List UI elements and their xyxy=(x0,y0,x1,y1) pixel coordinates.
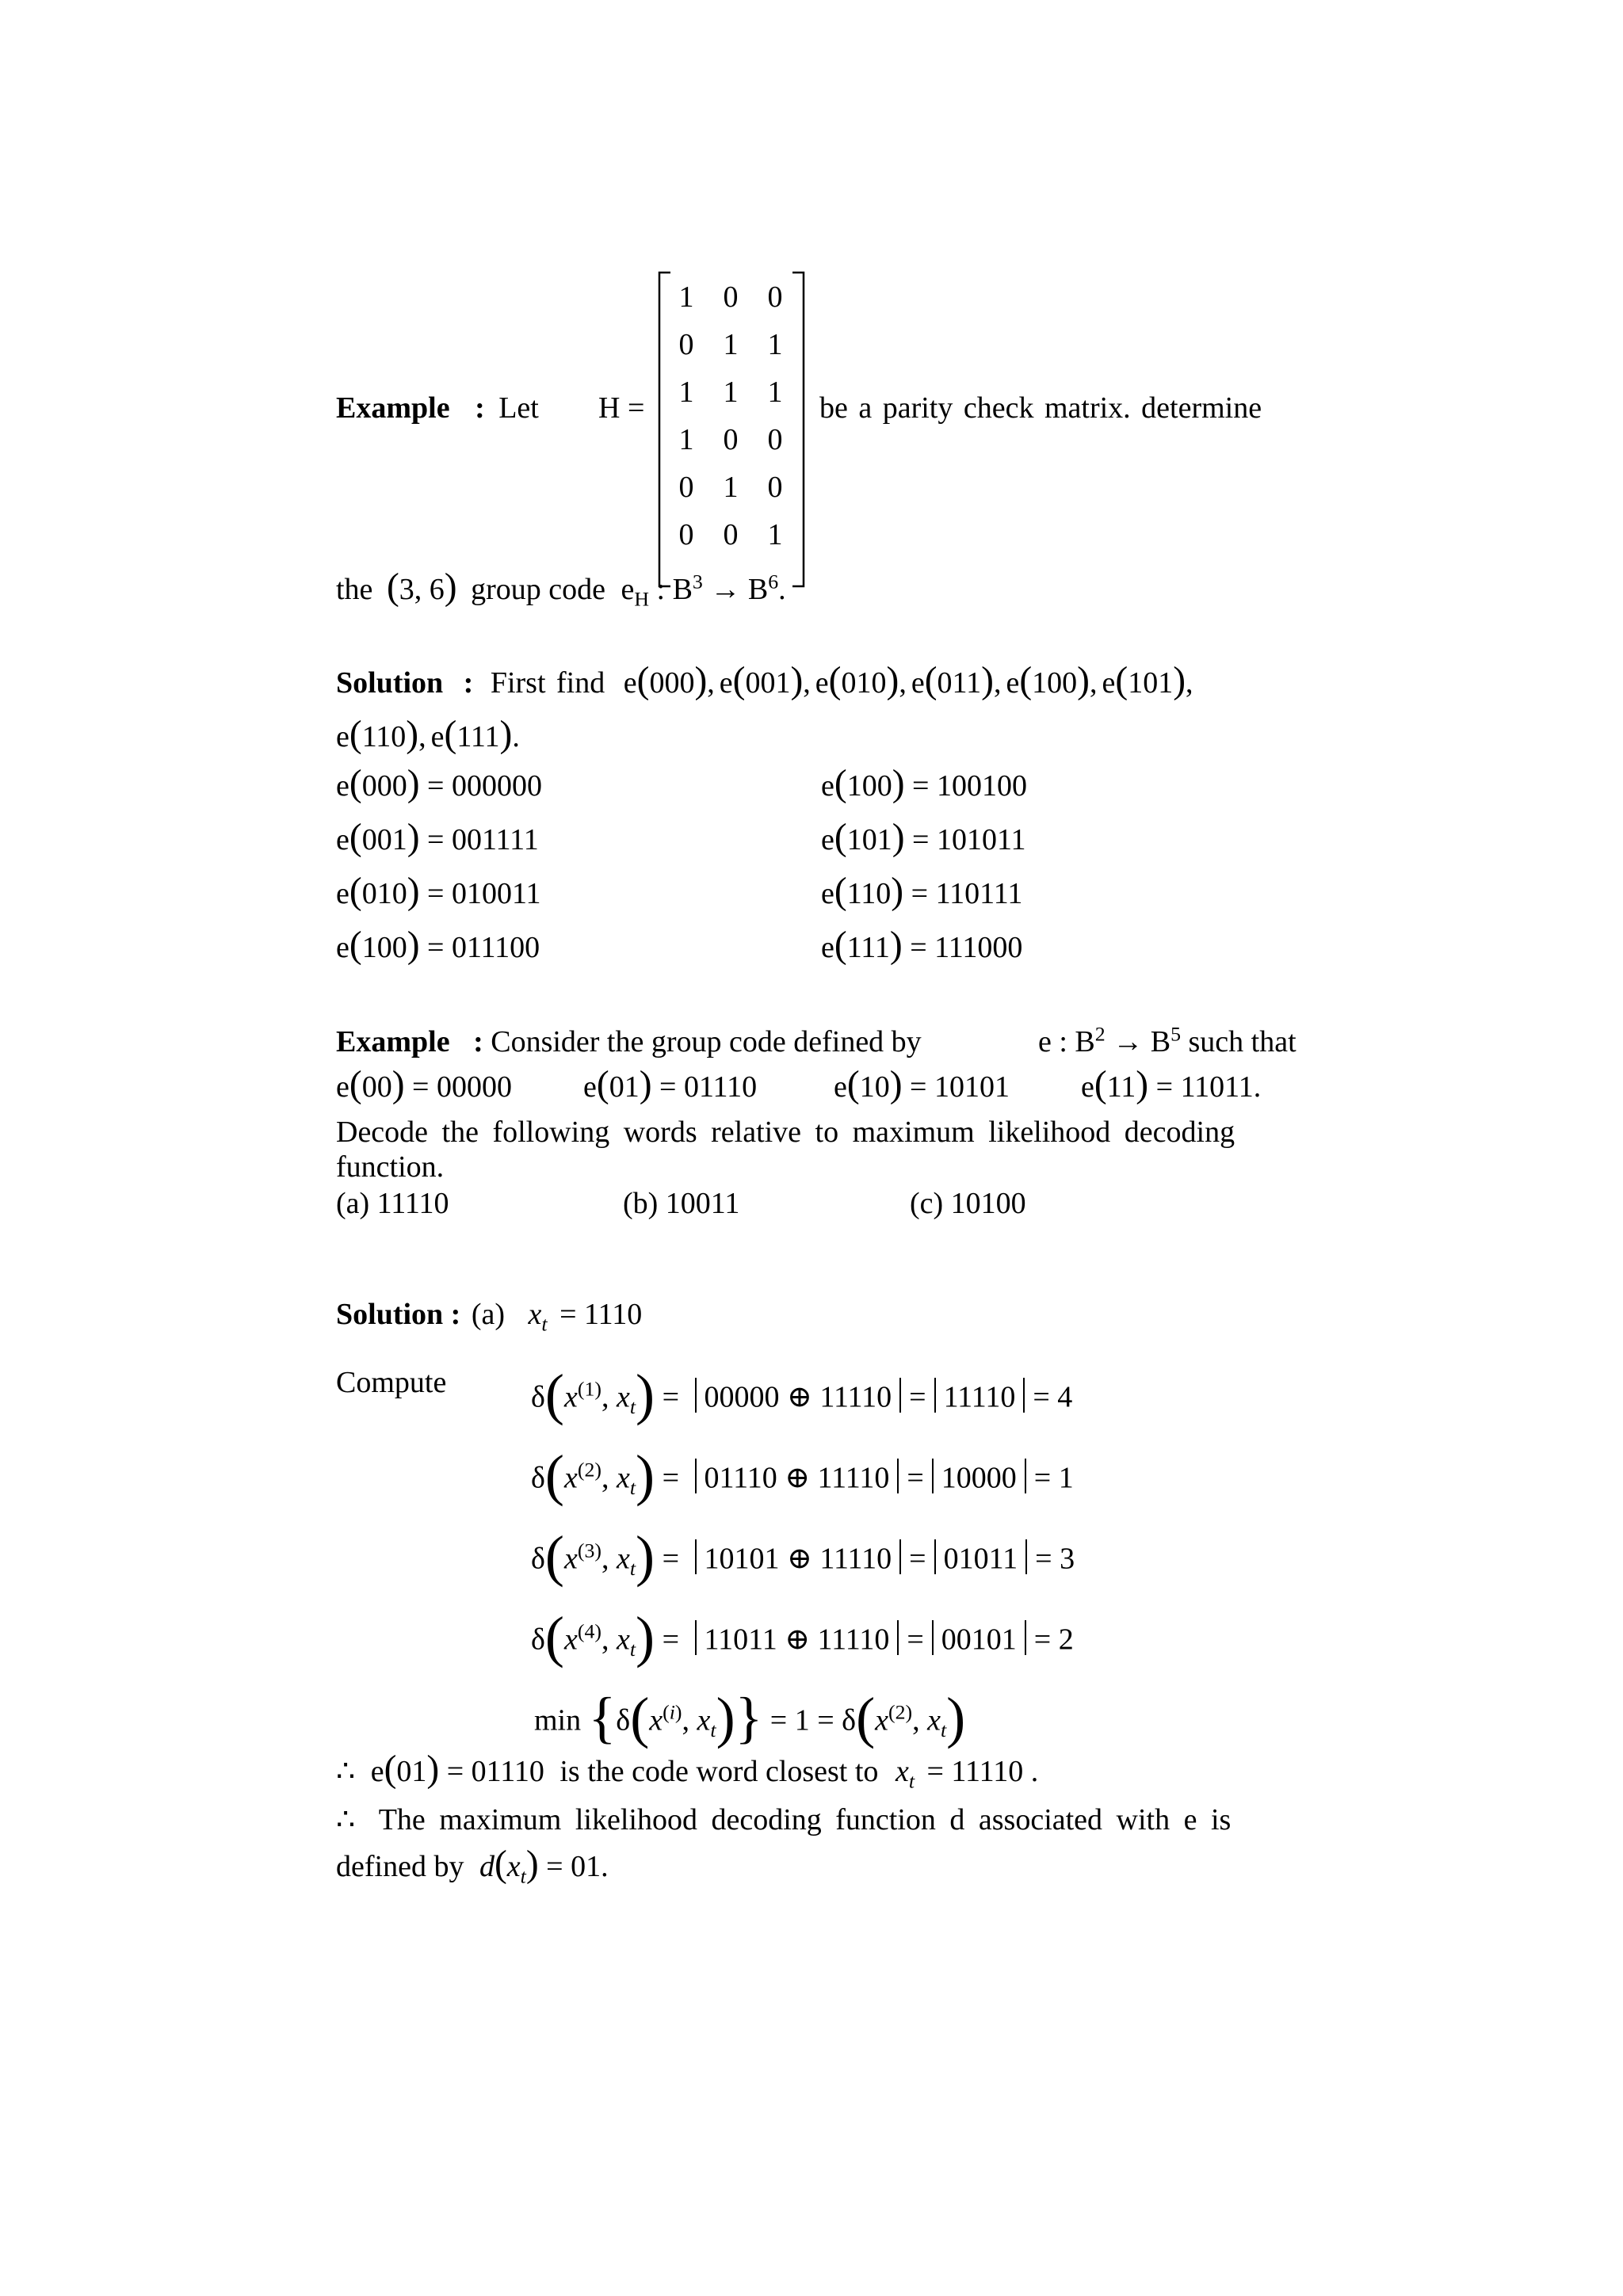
matrix-cell: 0 xyxy=(678,328,694,361)
intro-arg: 011 xyxy=(937,666,982,700)
min-line: $\min \{\delta(x^{(i)}$, $x_t)\} = 1 = \delta(x^{(2)}$, $x_t$) xyxy=(534,1686,966,1749)
therefore-line1: ∴ e(01) = 01110 is the code word closest to $x_t = 11110$ . xyxy=(336,1749,1039,1793)
map-end: . xyxy=(778,573,786,606)
codeword-value: 110111 xyxy=(935,877,1023,910)
distance-row: $\delta(x^{(1)}$, $x_t) = 00000$ ⊕ 11110 = 11110 = 4 xyxy=(531,1363,1073,1426)
codeword-row: e(110) = 110111 xyxy=(821,871,1023,912)
matrix-cell: 1 xyxy=(767,376,783,409)
min-word: min xyxy=(534,1703,582,1737)
row-distance: = 4 xyxy=(1033,1380,1073,1414)
intro-call: e(000), xyxy=(623,660,715,701)
map-sup: 2 xyxy=(1094,1022,1106,1046)
xt-value: = 1110 xyxy=(559,1298,643,1331)
code-arg: 01 xyxy=(609,1070,640,1104)
row-b: 11110 xyxy=(817,1623,890,1657)
matrix-cell: 1 xyxy=(723,376,739,409)
therefore-icon: ∴ xyxy=(336,1803,356,1836)
xt-symbol: $x_t$ xyxy=(528,1298,548,1336)
intro-call: e(110), xyxy=(336,714,426,755)
paren-close: ) xyxy=(444,566,457,608)
matrix-cell: 0 xyxy=(767,423,783,456)
codeword-value: 000000 xyxy=(451,769,542,803)
codeword-row: e(100) = 011100 xyxy=(336,925,540,966)
example1-line2 xyxy=(336,566,786,611)
distance-row: $\delta(x^{(2)}$, $x_t) = 01110$ ⊕ 11110 = 10000 = 1 xyxy=(531,1444,1074,1507)
row-a: 01110 xyxy=(704,1461,777,1495)
such-that: such that xyxy=(1188,1025,1296,1058)
map-sup: 6 xyxy=(768,570,779,593)
intro-call: e(100), xyxy=(1006,660,1098,701)
after-matrix-text: be a parity check matrix. determine xyxy=(819,391,1262,425)
option-b: (b) 10011 xyxy=(623,1187,740,1220)
min-equals: = 1 = xyxy=(769,1703,834,1737)
distance-row: $\delta(x^{(4)}$, $x_t) = 11011$ ⊕ 11110 = 00101 = 2 xyxy=(531,1605,1074,1669)
solution2-heading xyxy=(336,1298,643,1336)
paren-close: ) xyxy=(426,1749,440,1790)
solution1-line2 xyxy=(336,716,520,754)
codeword-value: 010011 xyxy=(451,877,541,910)
compute-label: Compute xyxy=(336,1366,447,1399)
therefore-arg: 01 xyxy=(396,1755,427,1788)
intro-call: e(001), xyxy=(719,660,811,701)
row-result: 11110 xyxy=(943,1380,1016,1414)
matrix-cell: 0 xyxy=(678,471,694,504)
therefore-line2 xyxy=(336,1805,1231,1835)
codeword-value: 100100 xyxy=(936,769,1027,803)
therefore-end: = 11110 . xyxy=(926,1755,1039,1788)
distance-row: $\delta(x^{(3)}$, $x_t) = 10101$ ⊕ 11110 = 01011 = 3 xyxy=(531,1524,1075,1588)
row-b: 11110 xyxy=(819,1542,892,1576)
codeword-row: e(000) = 000000 xyxy=(336,763,542,804)
paren-close: ) xyxy=(525,1844,539,1885)
map-e: e : B xyxy=(1038,1025,1095,1058)
paren-open: ( xyxy=(386,566,399,608)
row-a: 00000 xyxy=(704,1380,780,1414)
code-value: 01110 xyxy=(683,1070,758,1104)
decode-line2: function. xyxy=(336,1150,445,1184)
row-result: 00101 xyxy=(941,1623,1017,1657)
example2-code: e(11) = 11011. xyxy=(1081,1064,1262,1105)
min-index: (2) xyxy=(888,1700,913,1724)
map-arrow: → B xyxy=(702,573,769,606)
solution1-line1 xyxy=(336,662,1193,700)
row-distance: = 3 xyxy=(1035,1542,1075,1576)
codeword-arg: 110 xyxy=(846,877,892,910)
row-result: 01011 xyxy=(943,1542,1018,1576)
codeword-row: e(111) = 111000 xyxy=(821,925,1023,966)
part-label: (a) xyxy=(471,1298,506,1331)
therefore-text: The maximum likelihood decoding function d associated with e is xyxy=(378,1803,1232,1836)
let-word: Let xyxy=(498,391,539,425)
matrix-cell: 0 xyxy=(723,280,739,314)
defined-value: = 01. xyxy=(546,1850,609,1883)
group-code-text: group code xyxy=(471,573,605,606)
codeword-row: e(101) = 101011 xyxy=(821,817,1026,858)
codeword-row: e(001) = 001111 xyxy=(336,817,539,858)
brace-close: } xyxy=(735,1686,763,1749)
solution-label: Solution : xyxy=(336,1298,461,1331)
paren-open: ( xyxy=(384,1749,397,1790)
intro-call: e(101), xyxy=(1102,660,1193,701)
option-c: (c) 10100 xyxy=(910,1187,1026,1220)
map-sup: 3 xyxy=(692,570,703,593)
paren-close: ) xyxy=(716,1686,735,1749)
intro-call: e(010), xyxy=(815,660,907,701)
intro-list-continued xyxy=(336,714,520,755)
example-label: Example xyxy=(336,1025,450,1058)
map-sub: H xyxy=(634,587,650,611)
matrix-cell: 1 xyxy=(678,376,694,409)
codeword-arg: 000 xyxy=(361,769,407,803)
example2-code: e(10) = 10101 xyxy=(834,1064,1010,1105)
intro-list xyxy=(616,660,1193,701)
matrix-cell: 0 xyxy=(723,423,739,456)
matrix-cell: 1 xyxy=(723,328,739,361)
the-word: the xyxy=(336,573,373,606)
codeword-arg: 100 xyxy=(361,931,407,964)
map-expression xyxy=(621,570,786,611)
example2-line1 xyxy=(336,1027,922,1057)
matrix-cell: 1 xyxy=(767,328,783,361)
intro-call: e(111). xyxy=(430,714,520,755)
example2-text: Consider the group code defined by xyxy=(491,1025,922,1058)
therefore-text: is the code word closest to xyxy=(559,1755,879,1788)
row-index: 4 xyxy=(584,1619,595,1643)
example-colon: : xyxy=(475,391,485,425)
code-arg: 00 xyxy=(361,1070,392,1104)
codeword-arg: 001 xyxy=(361,823,407,856)
codeword-value: 011100 xyxy=(451,931,540,964)
paren-open: ( xyxy=(494,1844,507,1885)
row-index: 3 xyxy=(584,1539,595,1562)
codeword-value: 101011 xyxy=(936,823,1026,856)
example2-code: e(00) = 00000 xyxy=(336,1064,512,1105)
therefore-value: = 01110 xyxy=(446,1755,544,1788)
paren-open: ( xyxy=(630,1686,650,1749)
example-label: Example xyxy=(336,391,450,425)
option-a: (a) 11110 xyxy=(336,1187,449,1220)
xt-symbol: $x_t$ xyxy=(895,1755,915,1793)
h-equals: H = xyxy=(598,391,645,425)
intro-arg: 111 xyxy=(456,720,500,753)
matrix-cell: 0 xyxy=(678,518,694,551)
paren-close: ) xyxy=(946,1686,966,1749)
brace-open: { xyxy=(588,1686,617,1749)
intro-arg: 110 xyxy=(361,720,407,753)
decode-line1: Decode the following words relative to maximum likelihood decoding xyxy=(336,1116,1235,1149)
intro-call: e(011), xyxy=(911,660,1002,701)
codeword-arg: 111 xyxy=(846,931,890,964)
row-distance: = 2 xyxy=(1033,1623,1074,1657)
row-a: 10101 xyxy=(704,1542,780,1576)
row-index: 1 xyxy=(584,1377,595,1401)
intro-arg: 100 xyxy=(1032,666,1078,700)
codeword-arg: 010 xyxy=(361,877,407,910)
row-result: 10000 xyxy=(941,1461,1017,1495)
code-arg: 10 xyxy=(859,1070,890,1104)
codeword-row: e(100) = 100100 xyxy=(821,763,1027,804)
matrix-cell: 0 xyxy=(767,280,783,314)
example-colon: : xyxy=(473,1025,483,1058)
row-b: 11110 xyxy=(819,1380,892,1414)
code-value: 10101 xyxy=(934,1070,1010,1104)
therefore-icon: ∴ xyxy=(336,1755,356,1788)
example2-code: e(01) = 01110 xyxy=(583,1064,758,1105)
code-value: 11011. xyxy=(1180,1070,1262,1104)
matrix-cell: 1 xyxy=(678,280,694,314)
intro-arg: 101 xyxy=(1128,666,1174,700)
map-b: : B xyxy=(649,573,693,606)
row-distance: = 1 xyxy=(1033,1461,1074,1495)
matrix-cell: 1 xyxy=(767,518,783,551)
map-e: e xyxy=(621,573,635,606)
solution-label: Solution xyxy=(336,666,444,700)
intro-arg: 001 xyxy=(745,666,791,700)
row-b: 11110 xyxy=(817,1461,890,1495)
code-arg: 11 xyxy=(1106,1070,1136,1104)
codeword-row: e(010) = 010011 xyxy=(336,871,541,912)
defined-by: defined by xyxy=(336,1850,464,1883)
therefore-line3: defined by $d(x_t) = 01$. xyxy=(336,1844,609,1888)
codeword-value: 111000 xyxy=(934,931,1023,964)
code-value: 00000 xyxy=(436,1070,512,1104)
codeword-arg: 100 xyxy=(846,769,892,803)
matrix-cell: 0 xyxy=(723,518,739,551)
solution-intro: First find xyxy=(490,666,605,700)
row-a: 11011 xyxy=(704,1623,777,1657)
map-sup: 5 xyxy=(1170,1022,1181,1046)
map-arrow: → B xyxy=(1105,1025,1171,1058)
codeword-arg: 101 xyxy=(846,823,892,856)
matrix-cell: 1 xyxy=(723,471,739,504)
code-args: 3, 6 xyxy=(399,573,445,606)
matrix-cell: 0 xyxy=(767,471,783,504)
intro-arg: 000 xyxy=(649,666,695,700)
matrix-cell: 1 xyxy=(678,423,694,456)
solution-colon: : xyxy=(463,666,474,700)
example2-map xyxy=(1038,1022,1296,1058)
intro-arg: 010 xyxy=(841,666,887,700)
row-index: 2 xyxy=(584,1458,595,1482)
codeword-value: 001111 xyxy=(451,823,539,856)
paren-open: ( xyxy=(856,1686,876,1749)
